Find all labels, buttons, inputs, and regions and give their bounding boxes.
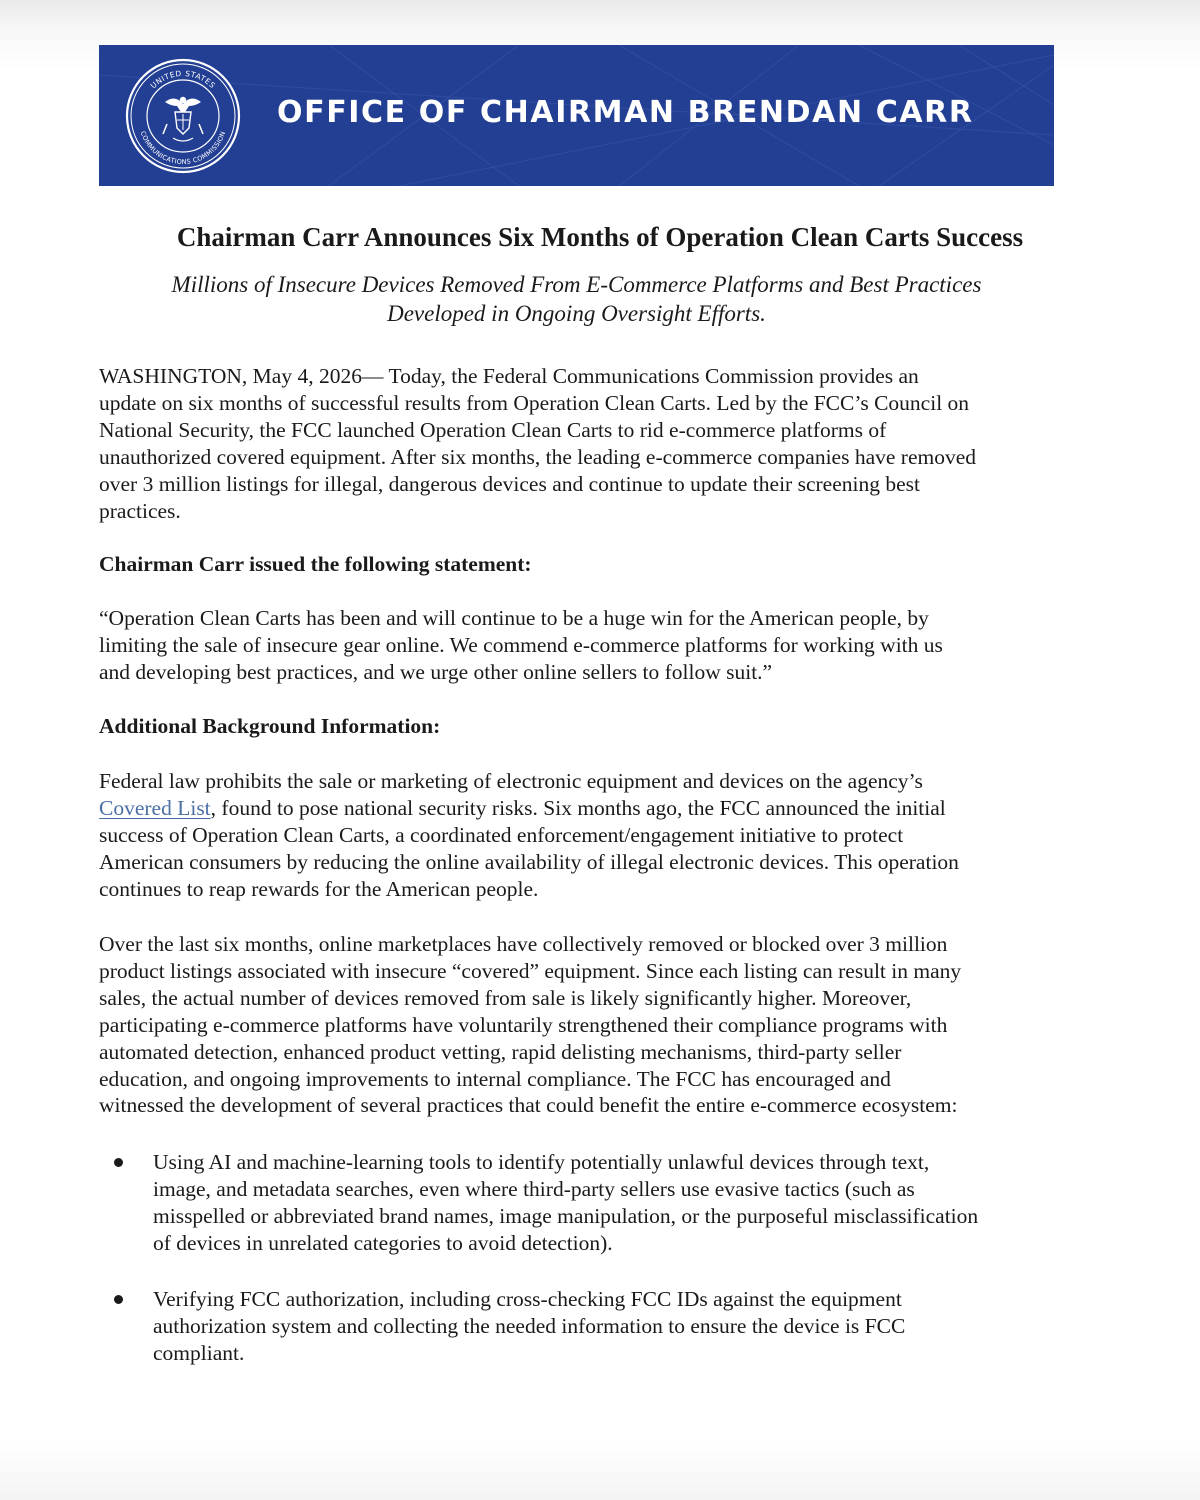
paragraph-line — [99, 795, 959, 822]
paragraph-line: “Operation Clean Carts has been and will continue to be a huge win for the American people, by — [99, 606, 929, 630]
header-banner — [99, 45, 1054, 186]
paragraph-line: education, and ongoing improvements to internal compliance. The FCC has encouraged and — [99, 1066, 891, 1091]
headline: Chairman Carr Announces Six Months of Operation Clean Carts Success — [176, 222, 1024, 252]
list-item-line: authorization system and collecting the needed information to ensure the device is FCC — [153, 1313, 906, 1338]
subheadline-line: Millions of Insecure Devices Removed From E-Commerce Platforms and Best Practices — [171, 272, 982, 297]
list-item-line: of devices in unrelated categories to avoid detection). — [153, 1230, 613, 1255]
list-item — [153, 1286, 905, 1367]
paragraph-line: American consumers by reducing the online availability of illegal electronic devices. This operation — [99, 849, 959, 874]
paragraph-line: participating e-commerce platforms have voluntarily strengthened their compliance programs with — [99, 1012, 948, 1037]
fcc-seal-icon — [125, 58, 241, 174]
paragraph-line: Over the last six months, online marketplaces have collectively removed or blocked over 3 million — [99, 932, 948, 956]
paragraph-line: practices. — [99, 498, 181, 523]
subheadline — [100, 270, 1053, 328]
paragraph-text: , found to pose national security risks. Six months ago, the FCC announced the initial — [210, 795, 946, 820]
paragraph-line: WASHINGTON, May 4, 2026— Today, the Federal Communications Commission provides an — [99, 364, 919, 388]
paragraph-line: witnessed the development of several practices that could benefit the entire e-commerce ecosystem: — [99, 1093, 958, 1118]
paragraph-line: over 3 million listings for illegal, dangerous devices and continue to update their screening best — [99, 471, 920, 496]
list-item — [153, 1149, 978, 1257]
svg-text:COMMUNICATIONS COMMISSION: COMMUNICATIONS COMMISSION — [138, 130, 228, 167]
paragraph-line: product listings associated with insecure “covered” equipment. Since each listing can result in many — [99, 958, 962, 983]
paragraph-line: unauthorized covered equipment. After six months, the leading e-commerce companies have removed — [99, 444, 977, 469]
list-item-line: image, and metadata searches, even where third-party sellers use evasive tactics (such as — [153, 1176, 915, 1201]
bullet-icon — [114, 1158, 123, 1167]
paragraph-line: and developing best practices, and we urge other online sellers to follow suit.” — [99, 659, 773, 684]
paragraph-line: sales, the actual number of devices removed from sale is likely significantly higher. Moreover, — [99, 985, 912, 1010]
bullet-icon — [114, 1295, 123, 1304]
subheadline-line: Developed in Ongoing Oversight Efforts. — [387, 301, 766, 326]
paragraph-line: update on six months of successful results from Operation Clean Carts. Led by the FCC’s Council on — [99, 390, 970, 415]
paragraph-line: limiting the sale of insecure gear online. We commend e-commerce platforms for working with us — [99, 632, 943, 657]
list-item-line: compliant. — [153, 1340, 245, 1365]
statement-heading: Chairman Carr issued the following statement: — [99, 552, 532, 576]
quote-paragraph — [99, 605, 943, 686]
paragraph-line: automated detection, enhanced product vetting, rapid delisting mechanisms, third-party seller — [99, 1039, 902, 1064]
results-paragraph — [99, 931, 961, 1119]
banner-title: OFFICE OF CHAIRMAN BRENDAN CARR — [277, 95, 974, 130]
list-item-line: Verifying FCC authorization, including cross-checking FCC IDs against the equipment — [153, 1287, 902, 1311]
paragraph-line: Federal law prohibits the sale or marketing of electronic equipment and devices on the agency’s — [99, 769, 923, 793]
paragraph-line: National Security, the FCC launched Operation Clean Carts to rid e-commerce platforms of — [99, 417, 887, 442]
paragraph-line: success of Operation Clean Carts, a coordinated enforcement/engagement initiative to protect — [99, 822, 904, 847]
background-paragraph — [99, 768, 959, 903]
background-heading: Additional Background Information: — [99, 714, 441, 738]
intro-paragraph — [99, 363, 976, 524]
list-item-line: Using AI and machine-learning tools to identify potentially unlawful devices through text, — [153, 1150, 930, 1174]
svg-text:UNITED STATES: UNITED STATES — [148, 68, 218, 91]
covered-list-link[interactable]: Covered List — [99, 795, 211, 820]
list-item-line: misspelled or abbreviated brand names, image manipulation, or the purposeful misclassification — [153, 1203, 979, 1228]
paragraph-line: continues to reap rewards for the American people. — [99, 876, 539, 901]
